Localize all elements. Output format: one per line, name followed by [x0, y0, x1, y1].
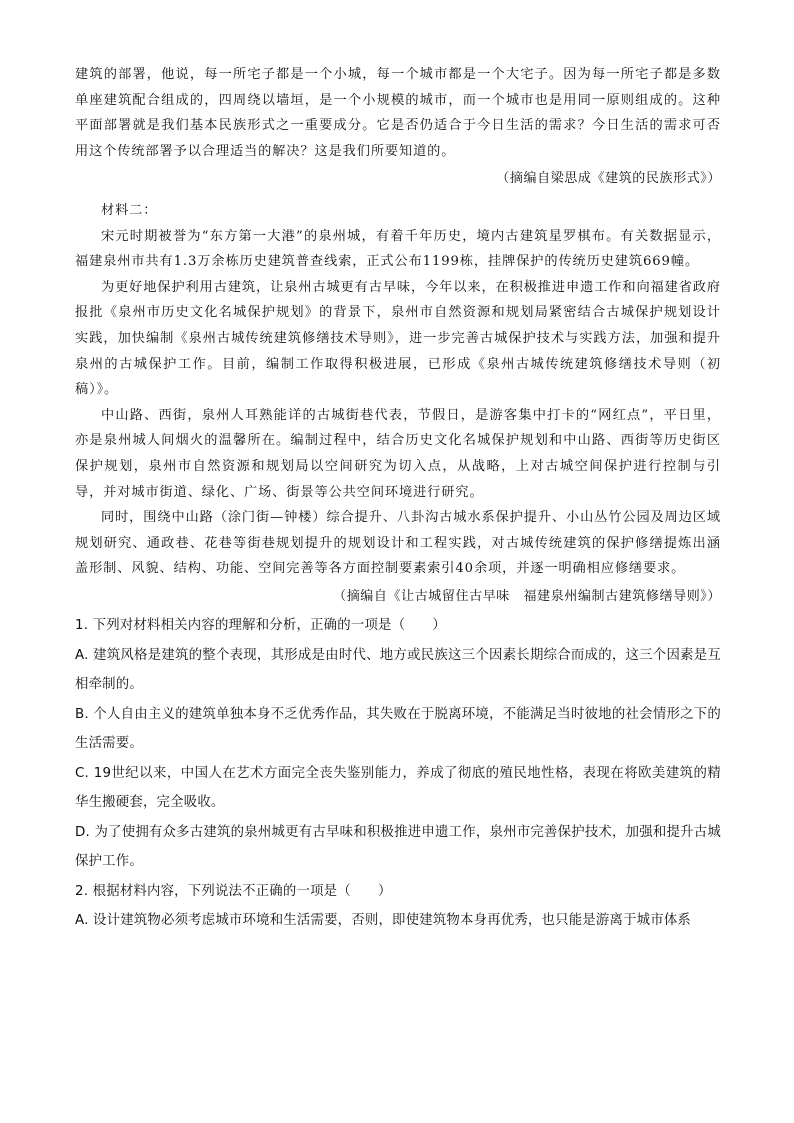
material-2-paragraph-2: 为更好地保护利用古建筑，让泉州古城更有古早味，今年以来，在积极推进申遗工作和向福建省政府报批《泉州市历史文化名城保护规划》的背景下，泉州市自然资源和规划局紧密结合古城保护规划设计实践，加快编制《泉州古城传统建筑修缮技术导则》，进一步完善古城保护技术与实践方法，加强和提升泉州的古城保护工作。目前，编制工作取得积极进展，已形成《泉州古城传统建筑修缮技术导则（初稿）》。 [75, 279, 721, 398]
question-1-option-b: B. 个人自由主义的建筑单独本身不乏优秀作品，其失败在于脱离环境，不能满足当时彼地的社会情形之下的生活需要。 [75, 706, 721, 752]
question-2-option-a: A. 设计建筑物必须考虑城市环境和生活需要，否则，即使建筑物本身再优秀，也只能是游离于城市体系 [75, 913, 692, 929]
question-2-stem: 2. 根据材料内容，下列说法不正确的一项是（ ） [75, 883, 392, 899]
source-citation-1: （摘编自梁思成《建筑的民族形式》） [496, 171, 721, 187]
question-1-option-d: D. 为了使拥有众多古建筑的泉州城更有古早味和积极推进申遗工作，泉州市完善保护技术，加强和提升古城保护工作。 [75, 824, 721, 870]
passage-continuation: 建筑的部署，他说，每一所宅子都是一个小城，每一个城市都是一个大宅子。因为每一所宅子都是多数单座建筑配合组成的，四周绕以墙垣，是一个小规模的城市，而一个城市也是用同一原则组成的。这种平面部署就是我们基本民族形式之一重要成分。它是否仍适合于今日生活的需求？今日生活的需求可否用这个传统部署予以合理适当的解决？这是我们所要知道的。 [75, 67, 721, 159]
material-2-label: 材料二： [101, 202, 158, 218]
question-1-stem: 1. 下列对材料相关内容的理解和分析，正确的一项是（ ） [75, 618, 446, 634]
material-2-paragraph-1: 宋元时期被誉为“东方第一大港”的泉州城，有着千年历史，境内古建筑星罗棋布。有关数据显示，福建泉州市共有1.3万余栋历史建筑普查线索，正式公布1199栋，挂牌保护的传统历史建筑669幢。 [75, 228, 721, 270]
question-1-option-c: C. 19世纪以来，中国人在艺术方面完全丧失鉴别能力，养成了彻底的殖民地性格，表现在将欧美建筑的精华生搬硬套，完全吸收。 [75, 765, 721, 811]
material-2-paragraph-4: 同时，围绕中山路（涂门街—钟楼）综合提升、八卦沟古城水系保护提升、小山丛竹公园及周边区域规划研究、通政巷、花巷等街巷规划提升的规划设计和工程实践，对古城传统建筑的保护修缮提炼出涵盖形制、风貌、结构、功能、空间完善等各方面控制要素索引40余项，并逐一明确相应修缮要求。 [75, 510, 721, 577]
material-2-paragraph-3: 中山路、西街，泉州人耳熟能详的古城街巷代表，节假日，是游客集中打卡的“网红点”，平日里，亦是泉州城人间烟火的温馨所在。编制过程中，结合历史文化名城保护规划和中山路、西街等历史街区保护规划，泉州市自然资源和规划局以空间研究为切入点，从战略，上对古城空间保护进行控制与引导，并对城市街道、绿化、广场、街景等公共空间环境进行研究。 [75, 407, 721, 500]
question-1-option-a: A. 建筑风格是建筑的整个表现，其形成是由时代、地方或民族这三个因素长期综合而成的，这三个因素是互相牵制的。 [75, 647, 721, 693]
page-content [75, 62, 721, 936]
source-citation-2: （摘编自《让古城留住古早味 福建泉州编制古建筑修缮导则》） [333, 588, 721, 604]
